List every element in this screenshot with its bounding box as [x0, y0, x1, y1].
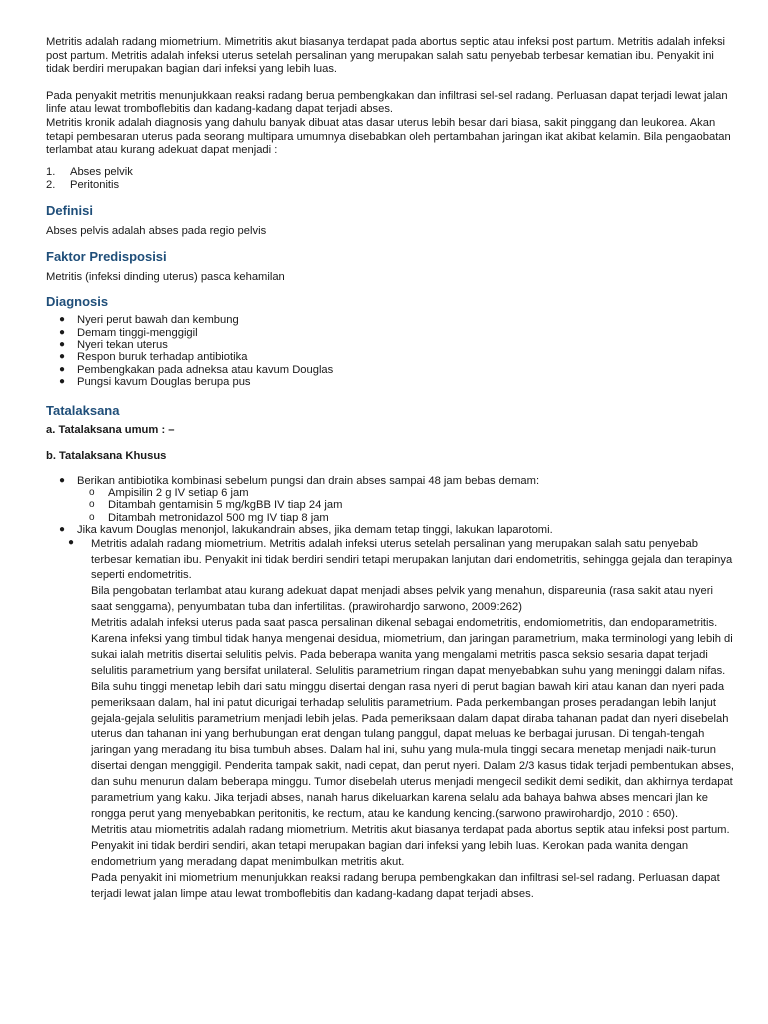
- long-paragraph-1: Metritis adalah radang miometrium. Metritis adalah infeksi uterus setelah persalinan yang merupakan salah satu penyebab terbesar kematian ibu. Penyakit ini tidak berdiri sendiri tetapi merupakan lanjutan dari endometritis, sehingga gejala dan terapinya seperti endometritis.: [91, 537, 733, 582]
- diagnosis-list: [46, 314, 736, 388]
- intro-paragraph-3: Metritis kronik adalah diagnosis yang dahulu banyak dibuat atas dasar uterus lebih besar dari biasa, sakit pinggang dan leukorea. Akan tetapi pembesaran uterus pada seorang multipara umumnya disebabkan oleh pertambahan jaringan ikat akibat kelamin. Bila pengaobatan terlambat atau kurang adekuat dapat menjadi :: [46, 116, 731, 157]
- heading-diagnosis: Diagnosis: [46, 294, 109, 310]
- sublist-item: o Ampisilin 2 g IV setiap 6 jam: [89, 486, 249, 499]
- long-paragraph-3: Metritis adalah infeksi uterus pada saat pasca persalinan dikenal sebagai endometritis, endomiometritis, dan endoparametritis. Karena infeksi yang timbul tidak hanya mengenai desidua, miometrium, dan jaringan parametrium, maka terminologi yang lebih di sukai ialah metritis disertai selulitis pelvis. Pada beberapa wanita yang mengalami metritis pasca seksio sesaria dapat terjadi selulitis parametrium yang bersifat unilateral. Selulitis parametrium ringan dapat menyebabkan suhu yang meninggi dalam nifas. Bila suhu tinggi menetap lebih dari satu minggu disertai dengan rasa nyeri di perut bagian bawah kiri atau kanan dan nyeri pada pemeriksaan dalam, hal ini patut dicurigai terhadap selulitis parametrium. Pada perkembangan proses peradangan lebih lanjut gejala-gejala selulitis parametrium menjadi lebih jelas. Pada pemeriksaan dalam dapat diraba tahanan padat dan nyeri disebelah uterus dan tahanan ini yang berhubungan erat dengan tulang panggul, dapat meluas ke berbagai jurusan. Di tengah-tengah jaringan yang meradang itu bisa tumbuh abses. Dalam hal ini, suhu yang mula-mula tinggi secara menetap menjadi naik-turun disertai dengan menggigil. Penderita tampak sakit, nadi cepat, dan perut nyeri. Dalam 2/3 kasus tidak terjadi pembentukan abses, dan suhu menurun dalam beberapa minggu. Tumor disebelah uterus menjadi mengecil sedikit demi sedikit, dan akhirnya terdapat parametrium yang kaku. Jika terjadi abses, nanah harus dikeluarkan karena selalu ada bahaya bahwa abses mencari jlan ke rongga perut yang menyebabkan peritonitis, ke rectum, atau ke kandung kencing.(sarwono prawirohardjo, 2010 : 650).: [91, 617, 735, 820]
- intro-paragraph-1: Metritis adalah radang miometrium. Mimetritis akut biasanya terdapat pada abortus septic atau infeksi post partum. Metritis adalah infeksi post partum. Metritis adalah infeksi uterus setelah persalinan yang merupakan salah satu penyebab terbesar kematian ibu. Penyakit ini tidak berdiri merupakan bagian dari infeksi yang lebih luas.: [46, 36, 726, 76]
- tatalaksana-list: [46, 475, 736, 537]
- list-item: 2. Peritonitis: [46, 179, 120, 192]
- faktor-text: Metritis (infeksi dinding uterus) pasca kehamilan: [46, 270, 285, 283]
- heading-tatalaksana: Tatalaksana: [46, 402, 120, 418]
- heading-faktor-predisposisi: Faktor Predisposisi: [46, 248, 167, 264]
- intro-paragraph-2: Pada penyakit metritis menunjukkaan reaksi radang berua pembengkakan dan infiltrasi sel-sel radang. Perluasan dapat terjadi lewat jalan linfe atau lewat tromboflebitis dan kadang-kadang dapat terjadi abses.: [46, 89, 728, 116]
- list-item: ● Pungsi kavum Douglas berupa pus: [59, 376, 251, 389]
- list-item: ● Respon buruk terhadap antibiotika: [59, 351, 248, 364]
- definisi-text: Abses pelvis adalah abses pada regio pelvis: [46, 224, 267, 237]
- document-page: [46, 36, 736, 902]
- long-paragraph-4: Metritis atau miometritis adalah radang miometrium. Metritis akut biasanya terdapat pada abortus septik atau infeksi post partum. Penyakit ini tidak berdiri sendiri, akan tetapi merupakan bagian dari infeksi yang lebih luas. Kerokan pada wanita dengan endometrium yang meradang dapat menimbulkan metritis akut.: [91, 823, 730, 868]
- antibiotic-sublist: [46, 487, 736, 524]
- list-item: ● Pembengkakan pada adneksa atau kavum Douglas: [59, 363, 334, 376]
- complication-list: [46, 166, 736, 193]
- tatalaksana-khusus: b. Tatalaksana Khusus: [46, 449, 167, 462]
- list-item: ● Nyeri tekan uterus: [59, 338, 168, 351]
- sublist-item: o Ditambah gentamisin 5 mg/kgBB IV tiap 24 jam: [89, 499, 343, 512]
- tatalaksana-umum: a. Tatalaksana umum : –: [46, 423, 175, 436]
- metritis-long-item: ● Metritis adalah radang miometrium. Metritis adalah infeksi uterus setelah persalinan yang merupakan salah satu penyebab terbesar kematian ibu. Penyakit ini tidak berdiri sendiri tetapi merupakan lanjutan dari endometritis, sehingga gejala dan terapinya seperti endometritis. Bila pengobatan terlambat atau kurang adekuat dapat menjadi abses pelvik yang menahun, dispareunia (rasa sakit atau nyeri saat senggama), penyumbatan tuba dan infertilitas. (prawirohardjo sarwono, 2009:262) Metritis adalah infeksi uterus pada saat pasca persalinan dikenal sebagai endometritis, endomiometritis, dan endoparametritis. Karena infeksi yang timbul tidak hanya mengenai desidua, miometrium, dan jaringan parametrium, maka terminologi yang lebih di sukai ialah metritis disertai selulitis pelvis. Pada beberapa wanita yang mengalami metritis pasca seksio sesaria dapat terjadi selulitis parametrium yang bersifat unilateral. Selulitis parametrium ringan dapat menyebabkan suhu yang meninggi dalam nifas. Bila suhu tinggi menetap lebih dari satu minggu disertai dengan rasa nyeri di perut bagian bawah kiri atau kanan dan nyeri pada pemeriksaan dalam, hal ini patut dicurigai terhadap selulitis parametrium. Pada perkembangan proses peradangan lebih lanjut gejala-gejala selulitis parametrium menjadi lebih jelas. Pada pemeriksaan dalam dapat diraba tahanan padat dan nyeri disebelah uterus dan tahanan ini yang berhubungan erat dengan tulang panggul, dapat meluas ke berbagai jurusan. Di tengah-tengah jaringan yang meradang itu bisa tumbuh abses. Dalam hal ini, suhu yang mula-mula tinggi secara menetap menjadi naik-turun disertai dengan menggigil. Penderita tampak sakit, nadi cepat, dan perut nyeri. Dalam 2/3 kasus tidak terjadi pembentukan abses, dan suhu menurun dalam beberapa minggu. Tumor disebelah uterus menjadi mengecil sedikit demi sedikit, dan akhirnya terdapat parametrium yang kaku. Jika terjadi abses, nanah harus dikeluarkan karena selalu ada bahaya bahwa abses mencari jlan ke rongga perut yang menyebabkan peritonitis, ke rectum, atau ke kandung kencing.(sarwono prawirohardjo, 2010 : 650). Metritis atau miometritis adalah radang miometrium. Metritis akut biasanya terdapat pada abortus septik atau infeksi post partum. Penyakit ini tidak berdiri sendiri, akan tetapi merupakan bagian dari infeksi yang lebih luas. Kerokan pada wanita dengan endometrium yang meradang dapat menimbulkan metritis akut. Pada penyakit ini miometrium menunjukkan reaksi radang berupa pembengkakan dan infiltrasi sel-sel radang. Perluasan dapat terjadi lewat jalan limpe atau lewat tromboflebitis dan kadang-kadang dapat terjadi abses.: [46, 537, 736, 903]
- heading-definisi: Definisi: [46, 202, 93, 218]
- long-paragraph-2: Bila pengobatan terlambat atau kurang adekuat dapat menjadi abses pelvik yang menahun, dispareunia (rasa sakit atau nyeri saat senggama), penyumbatan tuba dan infertilitas. (prawirohardjo sarwono, 2009:262): [91, 585, 713, 614]
- sublist-item: o Ditambah metronidazol 500 mg IV tiap 8 jam: [89, 511, 329, 524]
- list-item: ● Nyeri perut bawah dan kembung: [59, 314, 239, 327]
- list-item: 1. Abses pelvik: [46, 165, 133, 178]
- list-item: ● Jika kavum Douglas menonjol, lakukandrain abses, jika demam tetap tinggi, lakukan laparotomi.: [59, 524, 553, 537]
- list-item: ● Demam tinggi-menggigil: [59, 326, 198, 339]
- long-paragraph-5: Pada penyakit ini miometrium menunjukkan reaksi radang berupa pembengkakan dan infiltrasi sel-sel radang. Perluasan dapat terjadi lewat jalan limpe atau lewat tromboflebitis dan kadang-kadang dapat terjadi abses.: [91, 871, 720, 900]
- list-item: ● Berikan antibiotika kombinasi sebelum pungsi dan drain abses sampai 48 jam bebas demam: o Ampisilin 2 g IV setiap 6 jam o Ditambah gentamisin 5 mg/kgBB IV tiap 24 jam o Ditambah metronidazol 500 mg IV tiap 8 jam: [46, 475, 736, 525]
